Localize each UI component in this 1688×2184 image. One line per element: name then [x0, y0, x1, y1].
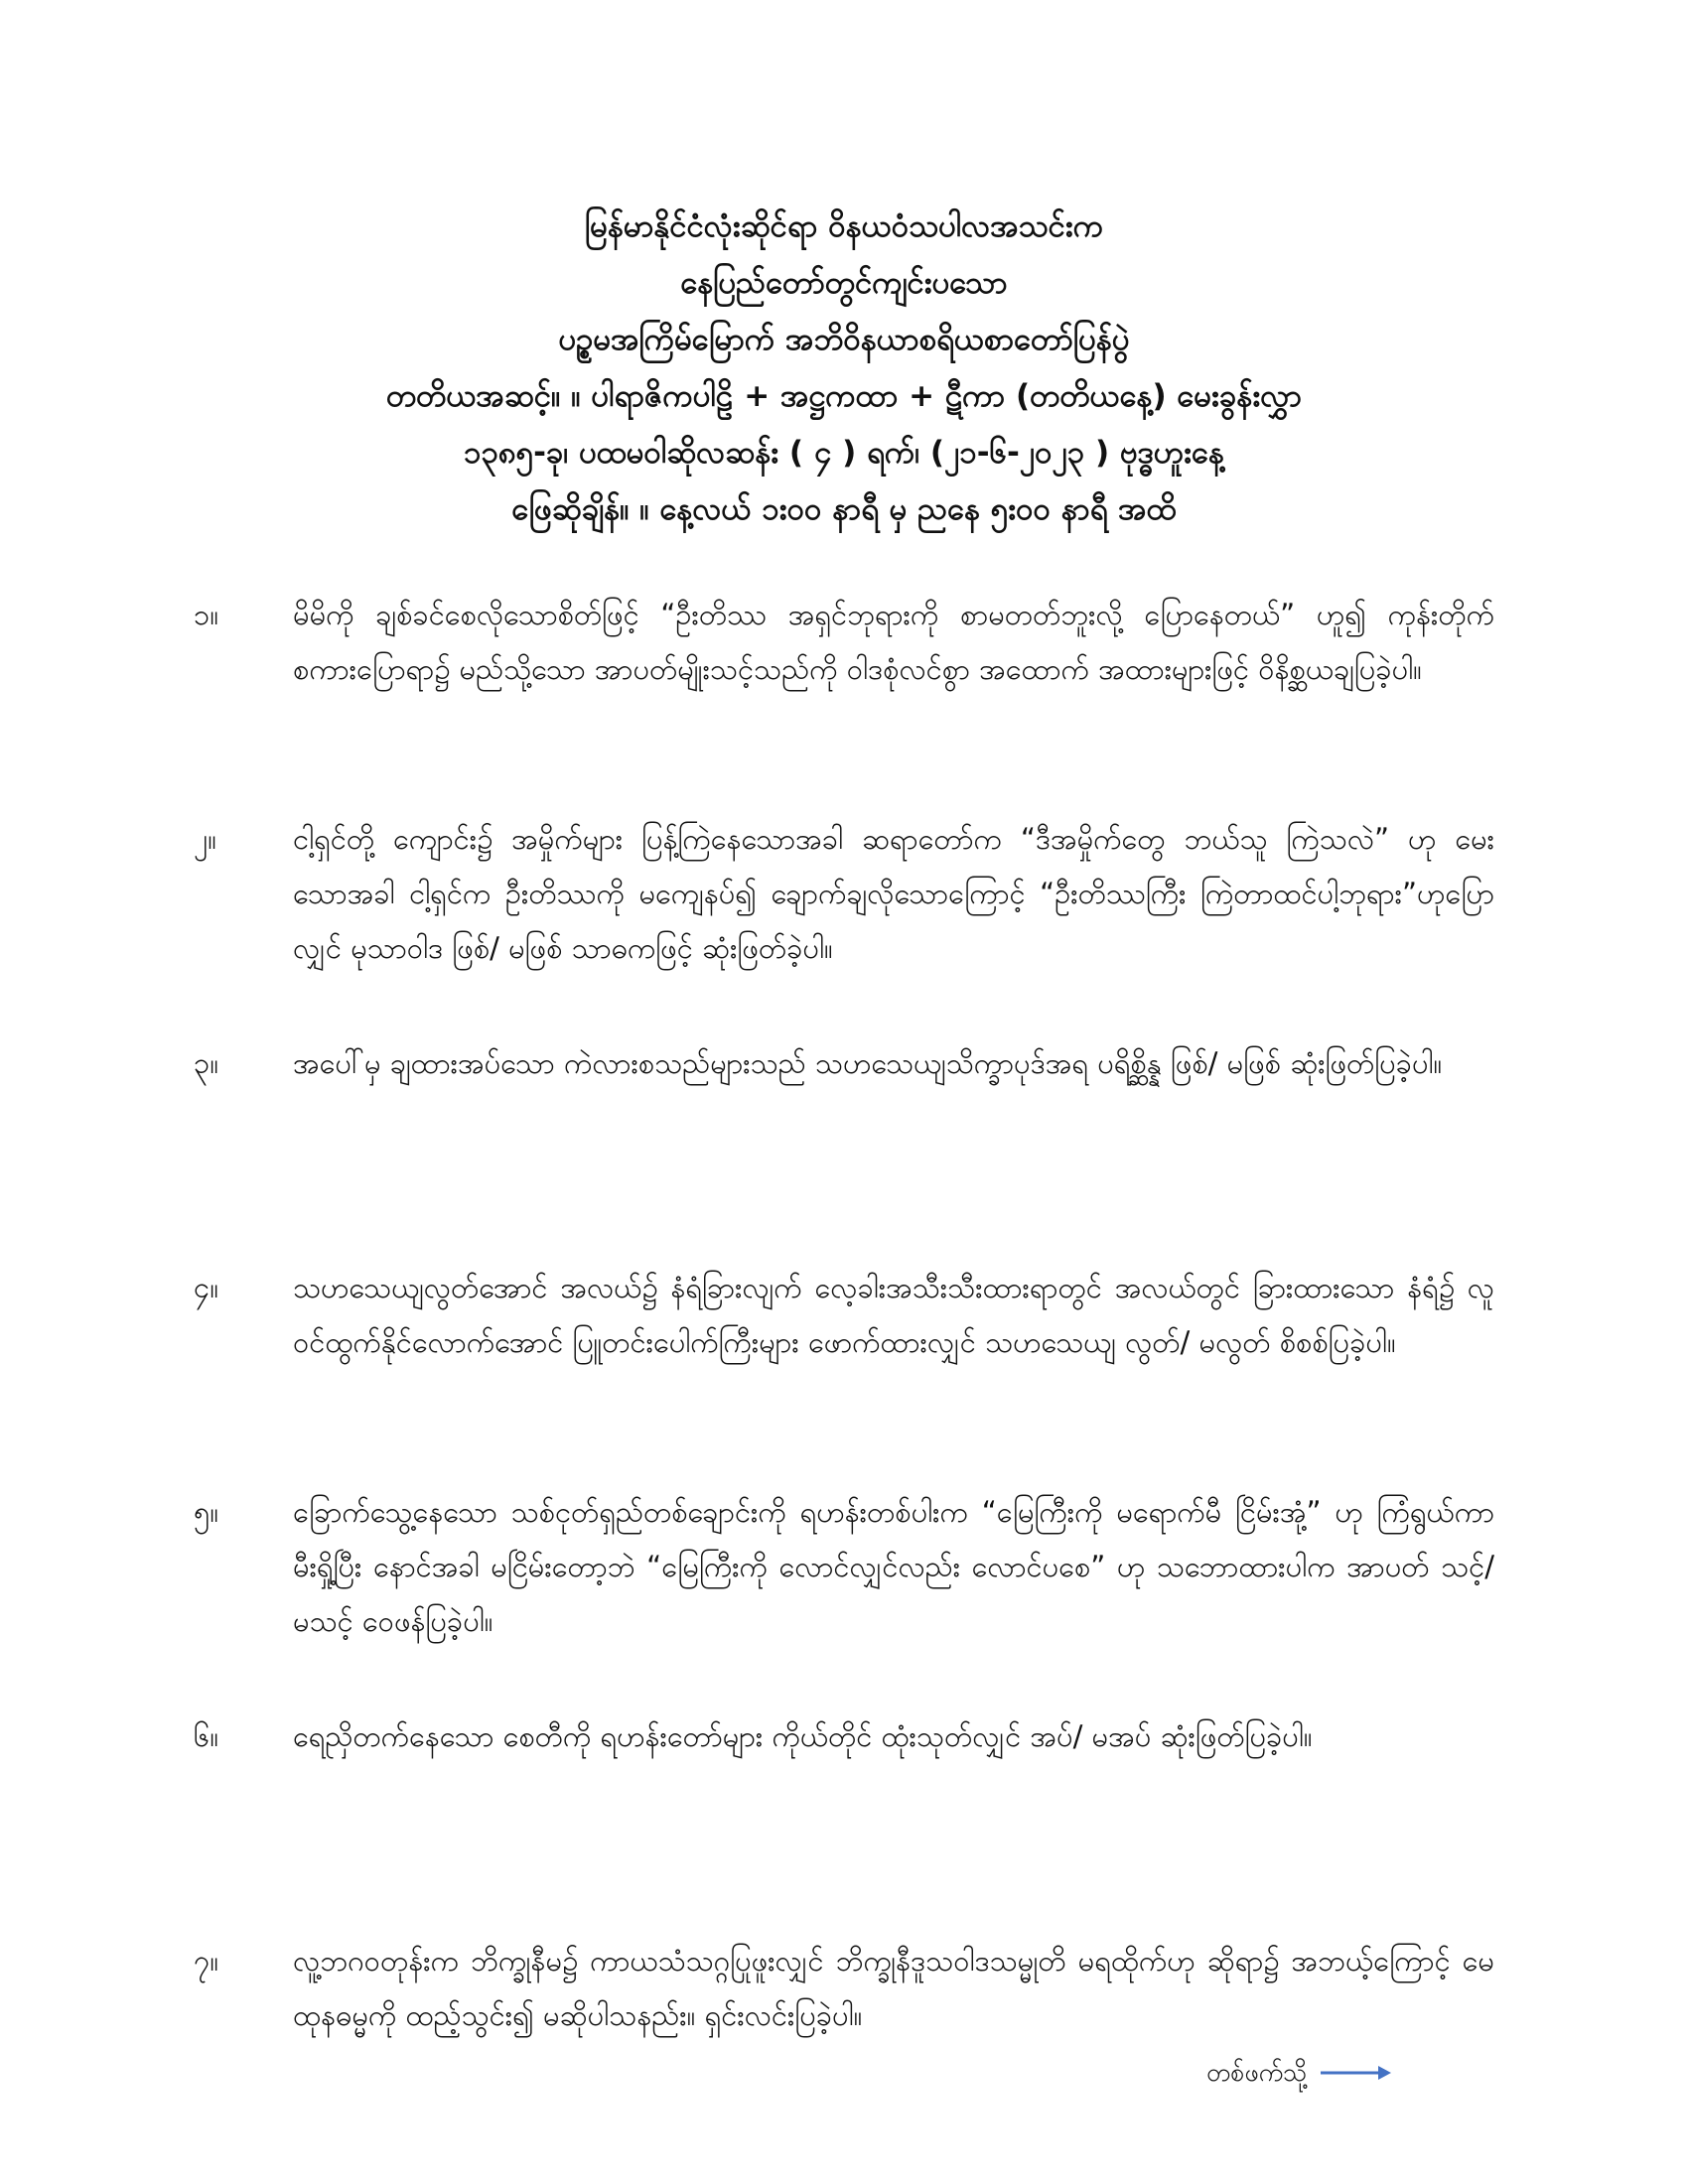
- question-item: [194, 812, 1494, 1036]
- arrow-right-icon: [1319, 2063, 1392, 2083]
- question-item: [194, 1709, 1494, 1934]
- header-exam-name: ပဉ္စမအကြိမ်မြောက် အဘိဝိနယာစရိယစာတော်ပြန်ပွဲ: [558, 322, 1130, 357]
- page-footer: [1206, 2055, 1392, 2091]
- question-item: [194, 1036, 1494, 1261]
- question-item: [194, 588, 1494, 812]
- question-text: သဟသေယျလွတ်အောင် အလယ်၌ နံရံခြားလျက် လေ့ခါးအသီးသီးထားရာတွင် အလယ်တွင် ခြားထားသော နံရံ၌ လူဝင်ထွက်နိုင်လောက်အောင် ပြူတင်းပေါက်ကြီးများ ဖောက်ထားလျှင် သဟသေယျ လွတ်/ မလွတ် စိစစ်ပြခဲ့ပါ။: [293, 1271, 1494, 1359]
- header-association-title: မြန်မာနိုင်ငံလုံးဆိုင်ရာ ဝိနယဝံသပါလအသင်းက: [584, 208, 1104, 244]
- question-number: ၇။: [194, 1944, 219, 1978]
- question-text: ခြောက်သွေ့နေသော သစ်ငုတ်ရှည်တစ်ချောင်းကို ရဟန်းတစ်ပါးက “မြေကြီးကို မရောက်မီ ငြိမ်းအုံ့” ဟု ကြံရွယ်ကာ မီးရှို့ပြီး နောင်အခါ မငြိမ်းတော့ဘဲ “မြေကြီးကို လောင်လျှင်လည်း လောင်ပစေ” ဟု သဘောထားပါက အာပတ် သင့်/ မသင့် ဝေဖန်ပြခဲ့ပါ။: [293, 1495, 1494, 1638]
- question-text: ငါ့ရှင်တို့ ကျောင်း၌ အမှိုက်များ ပြန့်ကြဲနေသောအခါ ဆရာတော်က “ဒီအမှိုက်တွေ ဘယ်သူ ကြဲသလဲ” ဟု မေးသောအခါ ငါ့ရှင်က ဦးတိဿကို မကျေနပ်၍ ချောက်ချလိုသောကြောင့် “ဦးတိဿကြီး ကြဲတာထင်ပါ့ဘုရား”ဟုပြောလျှင် မုသာဝါဒ ဖြစ်/ မဖြစ် သာဓကဖြင့် ဆုံးဖြတ်ခဲ့ပါ။: [293, 822, 1494, 965]
- question-list: [194, 588, 1494, 2158]
- header-location: နေပြည်တော်တွင်ကျင်းပသော: [680, 265, 1008, 301]
- question-text: ရေညှိတက်နေသော စေတီကို ရဟန်းတော်များ ကိုယ်တိုင် ထုံးသုတ်လျှင် အပ်/ မအပ် ဆုံးဖြတ်ပြခဲ့ပါ။: [293, 1719, 1313, 1753]
- question-text: အပေါ်မှ ချထားအပ်သော ကဲလားစသည်များသည် သဟသေယျသိက္ခာပုဒ်အရ ပရိစ္ဆိန္န ဖြစ်/ မဖြစ် ဆုံးဖြတ်ပြခဲ့ပါ။: [293, 1046, 1443, 1080]
- question-number: ၅။: [194, 1495, 219, 1529]
- question-item: [194, 1485, 1494, 1709]
- question-text: လူ့ဘဂဝတုန်းက ဘိက္ခုနီမ၌ ကာယသံသဂ္ဂပြုဖူးလျှင် ဘိက္ခုနီဒူသဝါဒသမ္မုတိ မရထိုက်ဟု ဆိုရာ၌ အဘယ့်ကြောင့် မေထုနဓမ္မကို ထည့်သွင်း၍ မဆိုပါသနည်း။ ရှင်းလင်းပြခဲ့ပါ။: [293, 1944, 1494, 2032]
- header-level-subject: တတိယအဆင့်။ ။ ပါရာဇိကပါဠိ + အဋ္ဌကထာ + ဋီကာ (တတိယနေ့) မေးခွန်းလွှာ: [385, 378, 1303, 414]
- header-exam-time: ဖြေဆိုချိန်။ ။ နေ့လယ် ၁း၀၀ နာရီ မှ ညနေ ၅း၀၀ နာရီ အထိ: [511, 491, 1177, 527]
- question-number: ၂။: [194, 822, 217, 856]
- exam-header: [149, 199, 1539, 538]
- question-text: မိမိကို ချစ်ခင်စေလိုသောစိတ်ဖြင့် “ဦးတိဿ အရှင်ဘုရားကို စာမတတ်ဘူးလို့ ပြောနေတယ်” ဟူ၍ ကုန်းတိုက်စကားပြောရာ၌ မည်သို့သော အာပတ်မျိုးသင့်သည်ကို ဝါဒစုံလင်စွာ အထောက် အထားများဖြင့် ဝိနိစ္ဆယချပြခဲ့ပါ။: [293, 598, 1494, 686]
- question-number: ၆။: [194, 1719, 219, 1753]
- question-item: [194, 1934, 1494, 2158]
- question-number: ၃။: [194, 1046, 219, 1080]
- question-number: ၄။: [194, 1271, 219, 1304]
- header-date: ၁၃၈၅-ခု၊ ပထမဝါဆိုလဆန်း ( ၄ ) ရက်၊ (၂၁-၆-၂၀၂၃ ) ဗုဒ္ဓဟူးနေ့: [464, 435, 1224, 471]
- question-item: [194, 1261, 1494, 1485]
- question-number: ၁။: [194, 598, 219, 631]
- continue-label: တစ်ဖက်သို့: [1206, 2058, 1308, 2087]
